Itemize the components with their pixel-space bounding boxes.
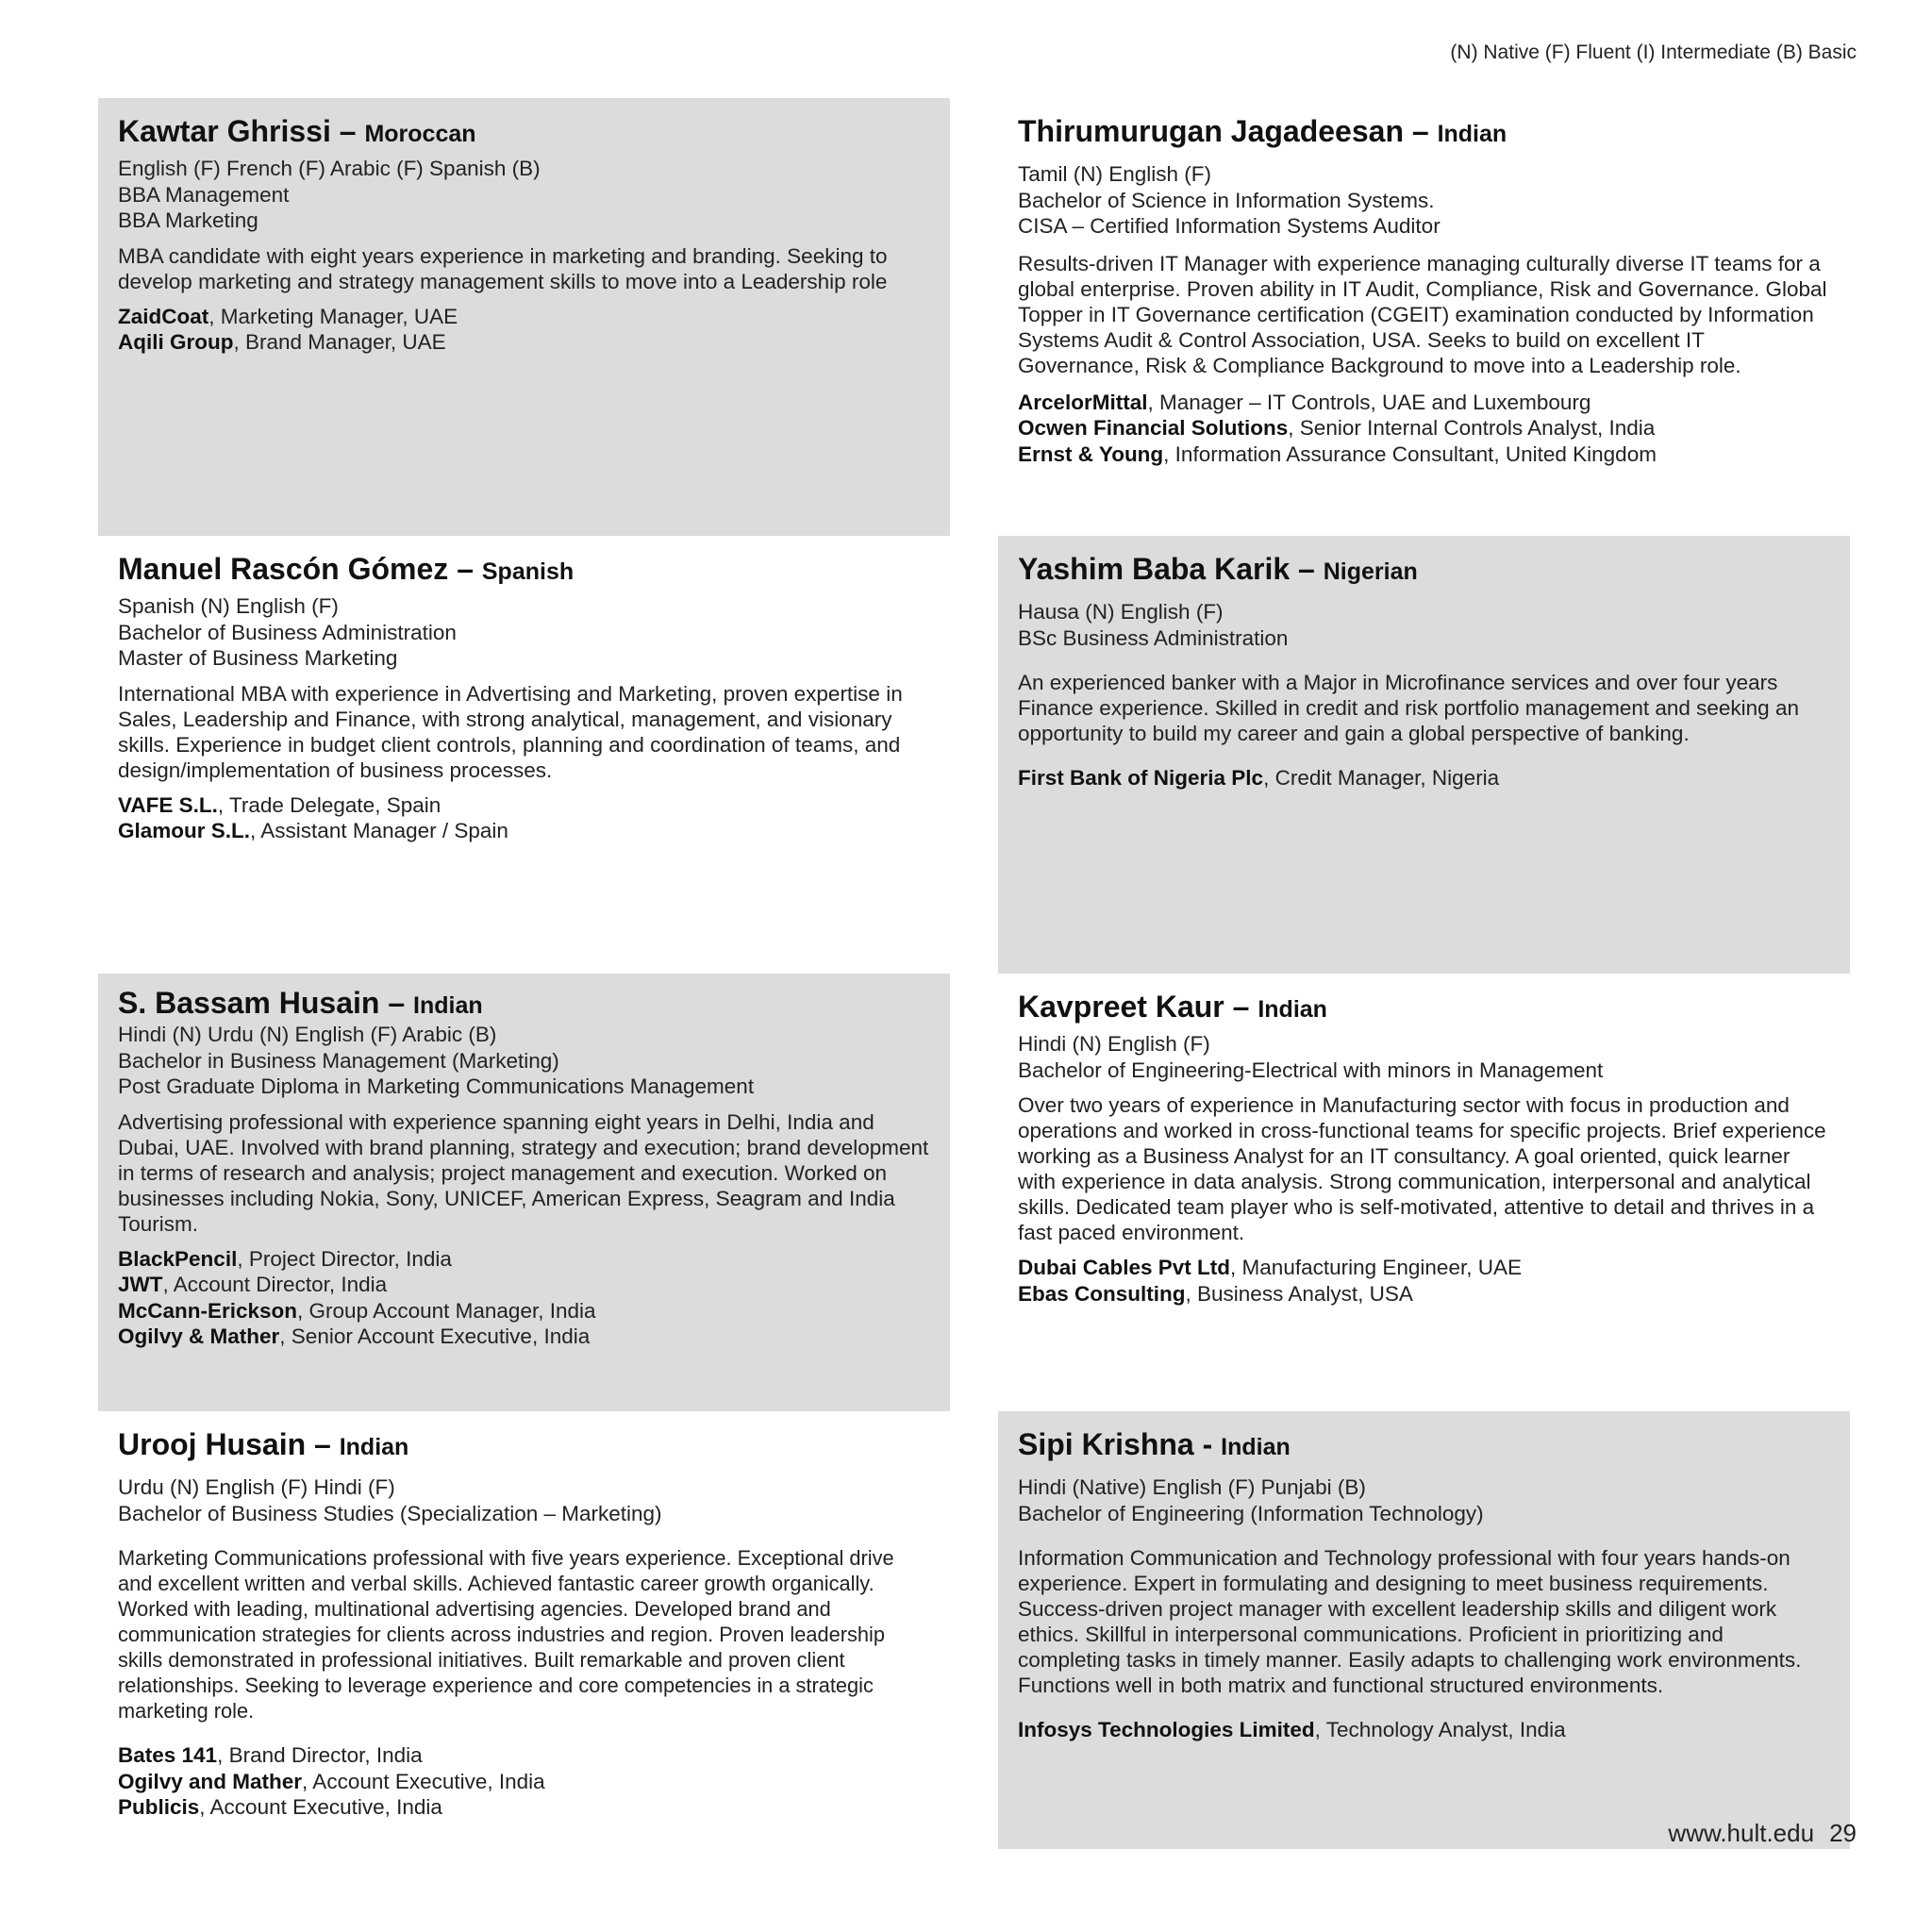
profile-nationality: Indian (339, 1434, 409, 1460)
experience-item: Ernst & Young, Information Assurance Consultant, United Kingdom (1018, 441, 1657, 466)
profile-details (1018, 161, 1831, 240)
experience-list (1018, 1717, 1831, 1743)
language-legend: (N) Native (F) Fluent (I) Intermediate (B) Basic (1450, 42, 1857, 63)
profile-name: Urooj Husain – Indian (118, 1427, 409, 1461)
profile-nationality: Indian (1257, 996, 1327, 1023)
profile-summary: MBA candidate with eight years experience in marketing and branding. Seeking to develop marketing and strategy management skills to move into a Leadership role (118, 243, 888, 293)
profile-details (1018, 599, 1831, 651)
profile-summary: Advertising professional with experience spanning eight years in Delhi, India and Dubai, UAE. Involved with brand planning, strategy and execution; brand development in terms of research and analysis; project management and execution. Worked on businesses including Nokia, Sony, UNICEF, American Express, Seagram and India Tourism. (118, 1109, 929, 1236)
profile-details (118, 593, 931, 672)
experience-item: ArcelorMittal, Manager – IT Controls, UAE and Luxembourg (1018, 390, 1591, 414)
page-number: 29 (1829, 1819, 1857, 1847)
experience-list (118, 1246, 931, 1350)
profile-card-kawtar-ghrissi (98, 98, 950, 536)
degree: Bachelor of Business Administration (118, 620, 457, 644)
profile-card-thirumurugan-jagadeesan (998, 98, 1850, 536)
degree: BBA Management (118, 182, 290, 207)
degree: Bachelor of Business Studies (Specialization – Marketing) (118, 1501, 662, 1525)
experience-list (118, 1742, 931, 1821)
profile-summary: An experienced banker with a Major in Microfinance services and over four years Finance experience. Skilled in credit and risk portfolio management and seeking an opportunity to build my career and gain a global perspective of banking. (1018, 671, 1799, 745)
experience-item: BlackPencil, Project Director, India (118, 1246, 452, 1271)
experience-item: Infosys Technologies Limited, Technology Analyst, India (1018, 1718, 1566, 1741)
experience-item: McCann-Erickson, Group Account Manager, India (118, 1298, 596, 1323)
profile-card-manuel-rascon-gomez (98, 536, 950, 974)
profile-nationality: Moroccan (364, 121, 476, 147)
experience-item: Aqili Group, Brand Manager, UAE (118, 330, 446, 354)
experience-item: Ogilvy and Mather, Account Executive, India (118, 1769, 545, 1793)
experience-item: Ebas Consulting, Business Analyst, USA (1018, 1281, 1413, 1306)
profile-summary: Information Communication and Technology professional with four years hands-on experience. Expert in formulating and designing to meet business requirements. Success-driven project manager with excellent leadership skills and diligent work ethics. Skillful in interpersonal communications. Proficient in prioritizing and completing tasks in timely manner. Easily adapts to challenging work environments. Functions well in both matrix and functional structured environments. (1018, 1546, 1802, 1697)
profile-details (118, 1022, 931, 1100)
languages: Hindi (N) Urdu (N) English (F) Arabic (B) (118, 1023, 497, 1046)
languages: Tamil (N) English (F) (1018, 162, 1212, 186)
experience-item: Ogilvy & Mather, Senior Account Executive, India (118, 1324, 591, 1348)
profile-summary: Over two years of experience in Manufacturing sector with focus in production and operations and worked in cross-functional teams for specific projects. Brief experience working as a Business Analyst for an IT consultancy. A goal oriented, quick learner with experience in data analysis. Strong communication, interpersonal and analytical skills. Dedicated team player who is self-motivated, attentive to detail and thrives in a fast paced environment. (1018, 1093, 1826, 1244)
profile-card-sipi-krishna (998, 1411, 1850, 1849)
languages: Hindi (N) English (F) (1018, 1032, 1210, 1056)
languages: Hausa (N) English (F) (1018, 600, 1224, 624)
profile-name: Kavpreet Kaur – Indian (1018, 990, 1327, 1024)
languages: English (F) French (F) Arabic (F) Spanish (B) (118, 157, 541, 180)
experience-list (1018, 390, 1831, 468)
profile-nationality: Indian (1221, 1434, 1291, 1460)
experience-item: ZaidCoat, Marketing Manager, UAE (118, 304, 458, 328)
profile-details (1018, 1474, 1831, 1526)
experience-item: Ocwen Financial Solutions, Senior Internal Controls Analyst, India (1018, 416, 1656, 440)
profile-card-s-bassam-husain (98, 974, 950, 1411)
languages: Urdu (N) English (F) Hindi (F) (118, 1475, 395, 1499)
profile-summary: Marketing Communications professional with five years experience. Exceptional drive and excellent written and verbal skills. Achieved fantastic career growth organically. Worked with leading, multinational advertising agencies. Developed brand and communication strategies for clients across industries and region. Proven leadership skills demonstrated in professional initiatives. Built remarkable and proven client relationships. Seeking to leverage experience and core competencies in a strategic marketing role. (118, 1546, 894, 1723)
degree: Bachelor of Engineering-Electrical with minors in Management (1018, 1058, 1604, 1082)
profile-card-kavpreet-kaur (998, 974, 1850, 1411)
degree: BBA Marketing (118, 208, 258, 232)
degree: Bachelor of Engineering (Information Technology) (1018, 1501, 1484, 1525)
profile-nationality: Nigerian (1323, 558, 1418, 585)
certification: CISA – Certified Information Systems Auditor (1018, 214, 1441, 238)
profile-summary: Results-driven IT Manager with experience managing culturally diverse IT teams for a global enterprise. Proven ability in IT Audit, Compliance, Risk and Governance. Global Topper in IT Governance certification (CGEIT) examination conducted by Information Systems Audit & Control Association, USA. Seeks to build on excellent IT Governance, Risk & Compliance Background to move into a Leadership role. (1018, 251, 1827, 377)
page-footer (1668, 1819, 1857, 1848)
experience-item: VAFE S.L., Trade Delegate, Spain (118, 792, 441, 817)
profile-nationality: Spanish (481, 558, 575, 585)
experience-item: First Bank of Nigeria Plc, Credit Manager, Nigeria (1018, 766, 1500, 790)
experience-item: Publicis, Account Executive, India (118, 1795, 442, 1819)
profile-nationality: Indian (413, 992, 483, 1019)
profile-name: Manuel Rascón Gómez – Spanish (118, 552, 575, 586)
website-url: www.hult.edu (1668, 1819, 1815, 1847)
experience-item: Glamour S.L., Assistant Manager / Spain (118, 819, 508, 842)
profile-name: Kawtar Ghrissi – Moroccan (118, 114, 476, 148)
profile-card-yashim-baba-karik (998, 536, 1850, 974)
languages: Hindi (Native) English (F) Punjabi (B) (1018, 1475, 1366, 1499)
experience-list (118, 792, 931, 844)
profile-nationality: Indian (1437, 121, 1507, 147)
degree: Bachelor in Business Management (Marketing) (118, 1048, 559, 1073)
profile-name: Yashim Baba Karik – Nigerian (1018, 552, 1418, 586)
degree: BSc Business Administration (1018, 625, 1289, 650)
profile-name: Thirumurugan Jagadeesan – Indian (1018, 114, 1507, 148)
profile-name: Sipi Krishna - Indian (1018, 1427, 1291, 1461)
experience-list (1018, 765, 1831, 791)
experience-item: JWT, Account Director, India (118, 1273, 388, 1296)
experience-item: Dubai Cables Pvt Ltd, Manufacturing Engineer, UAE (1018, 1256, 1522, 1279)
experience-item: Bates 141, Brand Director, India (118, 1743, 423, 1767)
profile-card-urooj-husain (98, 1411, 950, 1849)
degree: Post Graduate Diploma in Marketing Communications Management (118, 1074, 755, 1098)
experience-list (118, 304, 931, 356)
degree: Master of Business Marketing (118, 646, 398, 670)
profile-details (118, 156, 931, 234)
experience-list (1018, 1255, 1831, 1307)
profile-details (1018, 1031, 1831, 1083)
profile-details (118, 1474, 931, 1526)
profile-name: S. Bassam Husain – Indian (118, 986, 483, 1020)
profile-summary: International MBA with experience in Advertising and Marketing, proven expertise in Sales, Leadership and Finance, with strong analytical, management, and visionary skills. Experience in budget client controls, planning and coordination of teams, and design/implementation of business processes. (118, 681, 903, 782)
degree: Bachelor of Science in Information Systems. (1018, 188, 1435, 212)
languages: Spanish (N) English (F) (118, 594, 339, 618)
